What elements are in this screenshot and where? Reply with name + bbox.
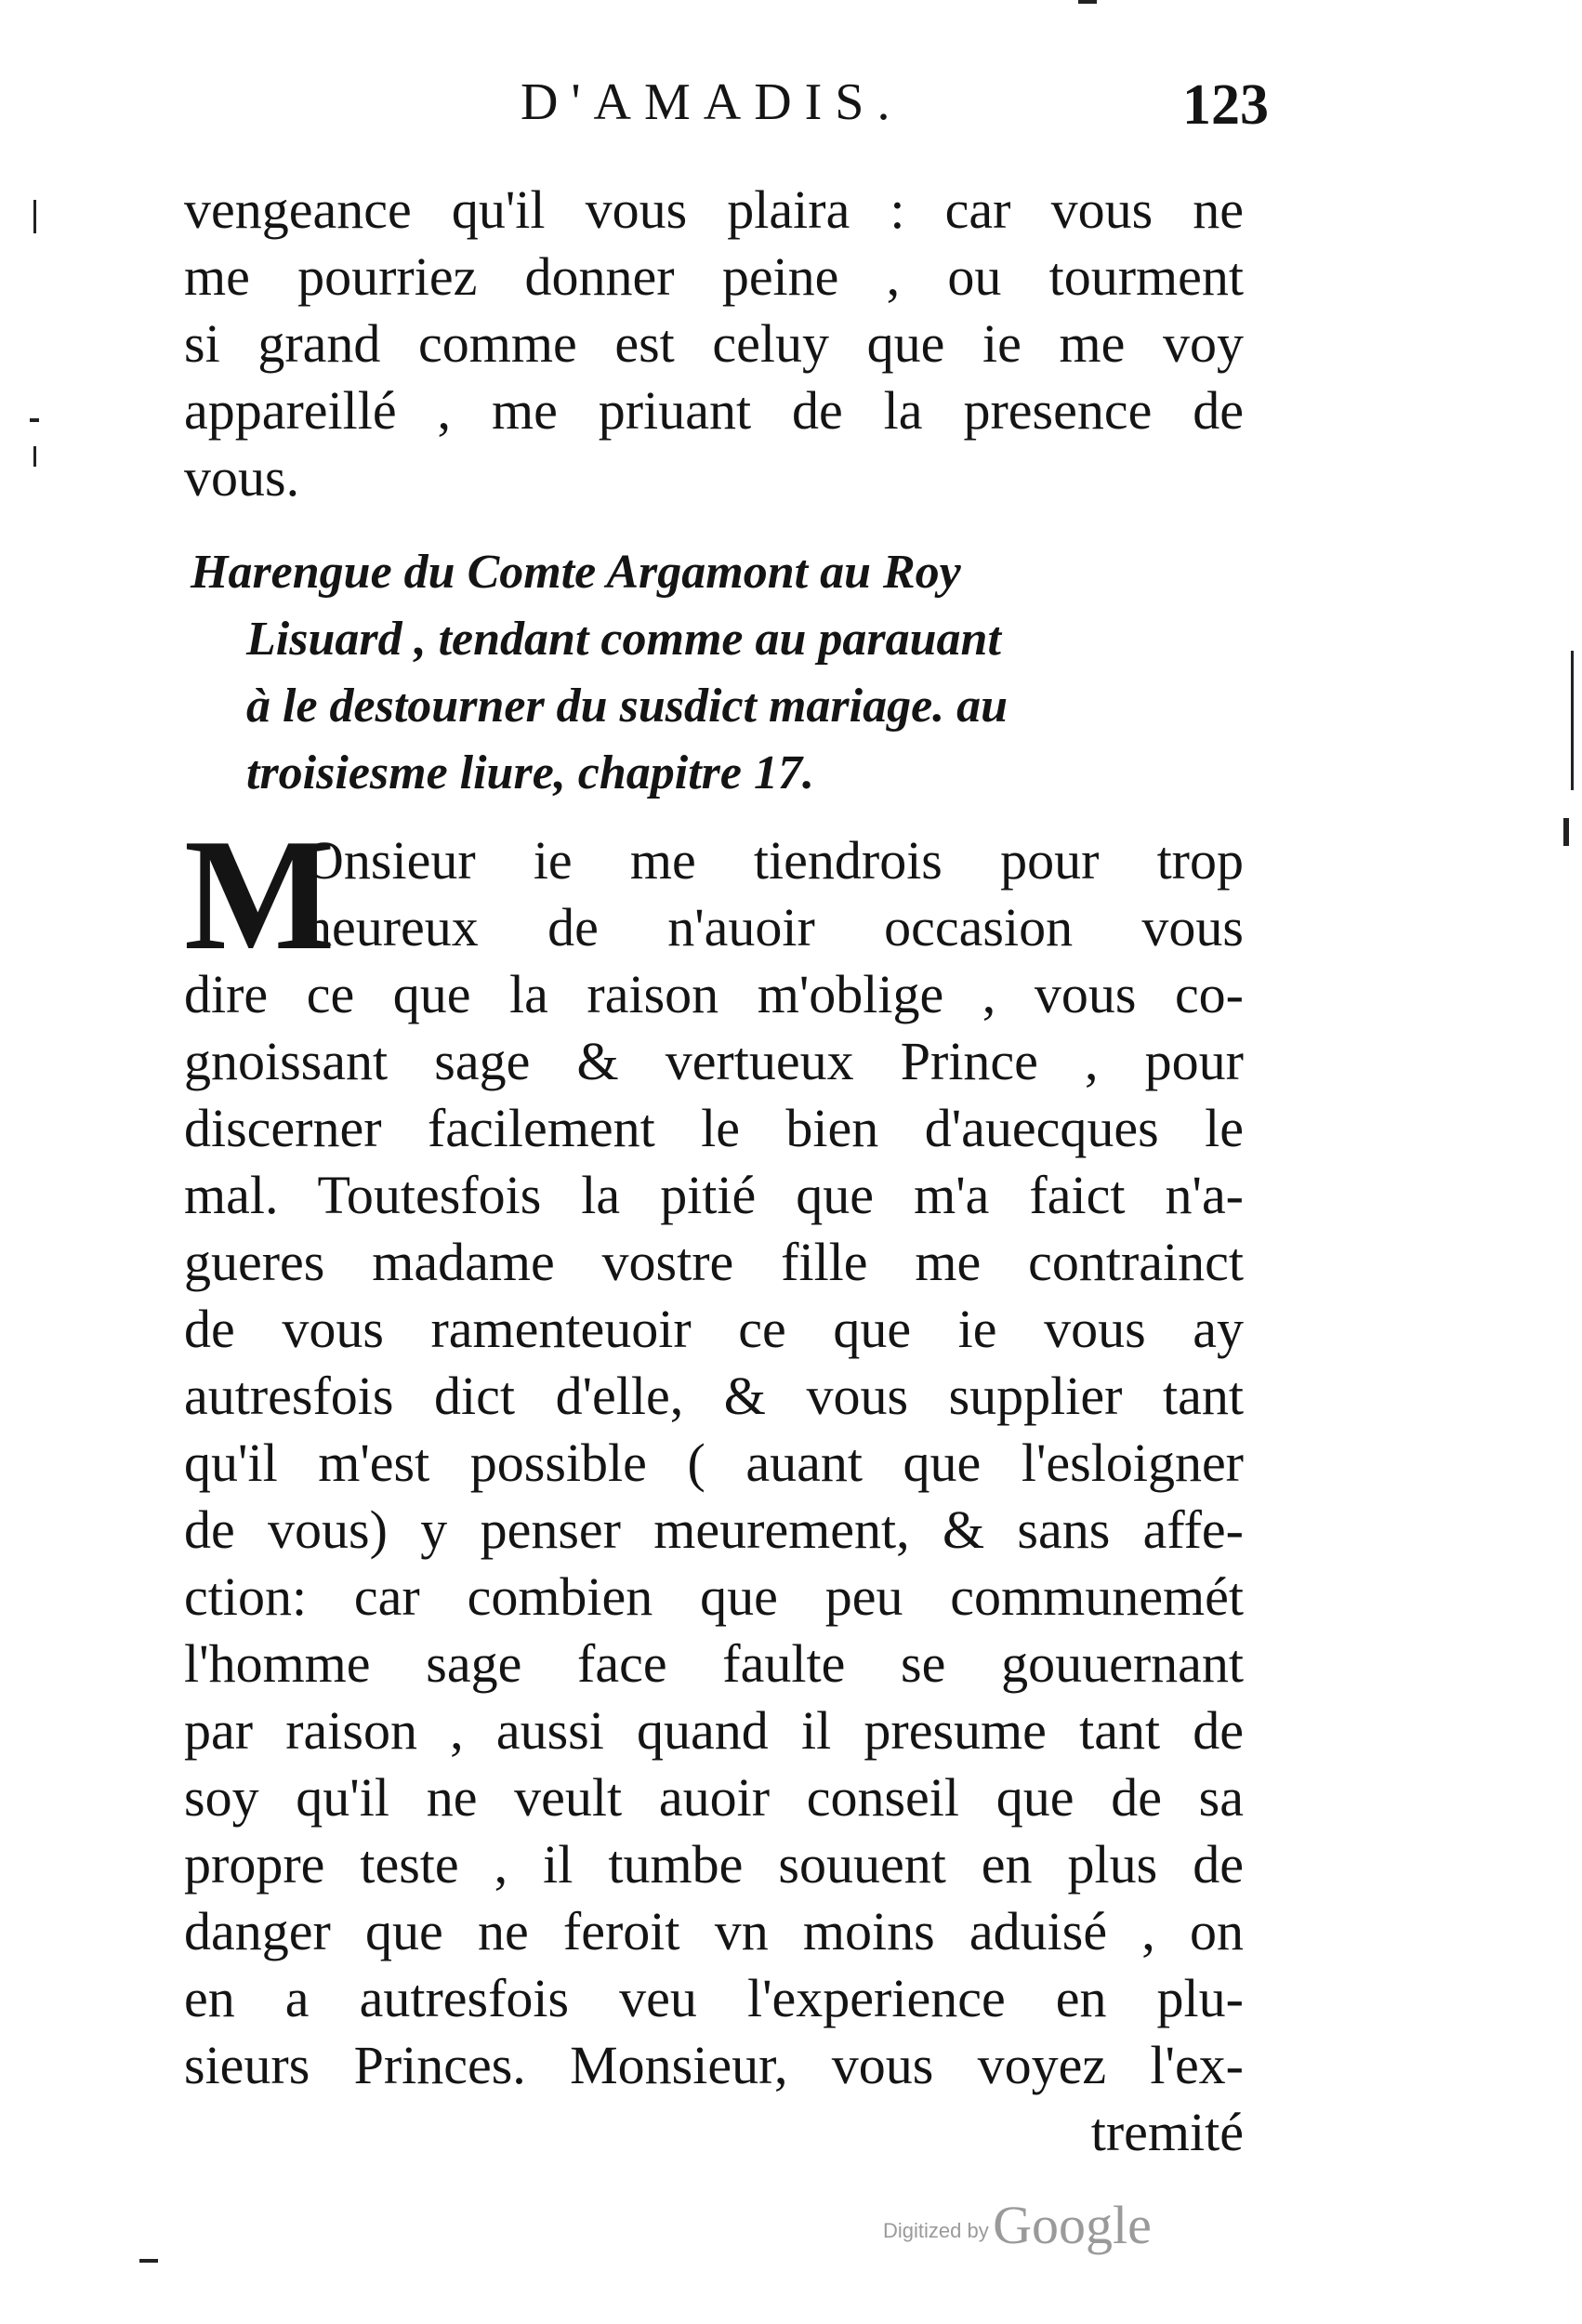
text-line: sieurs Princes. Monsieur, vous voyez l'ex- (184, 2035, 1244, 2095)
drop-cap: M (184, 807, 336, 984)
scan-mark (30, 418, 39, 422)
heading-line: Harengue du Comte Argamont au Roy (191, 546, 961, 599)
text-line: de vous ramenteuoir ce que ie vous ay (184, 1299, 1244, 1359)
text-line: soy qu'il ne veult auoir conseil que de sa (184, 1767, 1244, 1828)
text-line: danger que ne feroit vn moins aduisé , on (184, 1901, 1244, 1961)
running-title: D'AMADIS. (521, 73, 903, 131)
page-number: 123 (1182, 73, 1269, 137)
text-line: propre teste , il tumbe souuent en plus de (184, 1834, 1244, 1895)
text-line: l'homme sage face faulte se gouuernant (184, 1633, 1244, 1694)
digitized-watermark (883, 2194, 1152, 2256)
heading-line: Lisuard , tendant comme au parauant (246, 613, 1001, 666)
chapter-heading (191, 539, 1213, 807)
heading-line: troisiesme liure, chapitre 17. (246, 746, 814, 799)
text-line: appareillé , me priuant de la presence de (184, 380, 1244, 441)
scan-mark (33, 446, 36, 467)
text-line: discerner facilement le bien d'auecques le (184, 1098, 1244, 1158)
heading-line: à le destourner du susdict mariage. au (246, 680, 1009, 733)
text-line: gnoissant sage & vertueux Prince , pour (184, 1031, 1244, 1091)
text-line: ction: car combien que peu communemét (184, 1566, 1244, 1627)
paragraph-1 (184, 177, 1244, 511)
text-line: en a autresfois veu l'experience en plu- (184, 1968, 1244, 2028)
text-line: de vous) y penser meurement, & sans affe- (184, 1499, 1244, 1560)
text-line: dire ce que la raison m'oblige , vous co- (184, 964, 1244, 1024)
text-line: par raison , aussi quand il presume tant de (184, 1700, 1244, 1761)
scan-mark (1078, 0, 1097, 4)
text-line: heureux de n'auoir occasion vous (305, 897, 1244, 957)
text-line: vengeance qu'il vous plaira : car vous ne (184, 179, 1244, 240)
scan-mark (1563, 818, 1569, 846)
text-line: autresfois dict d'elle, & vous supplier tant (184, 1366, 1244, 1426)
text-line: mal. Toutesfois la pitié que m'a faict n'a- (184, 1165, 1244, 1225)
scan-mark (33, 200, 36, 233)
text-line: Onsieur ie me tiendrois pour trop (305, 830, 1244, 891)
paragraph-2 (184, 807, 1244, 2166)
catchword: tremité (1090, 2102, 1244, 2162)
scan-mark (1571, 651, 1574, 790)
text-line: me pourriez donner peine , ou tourment (184, 246, 1244, 307)
text-line: si grand comme est celuy que ie me voy (184, 313, 1244, 374)
watermark-prefix: Digitized by (883, 2219, 989, 2242)
text-line: gueres madame vostre fille me contrainct (184, 1232, 1244, 1292)
text-line: vous. (184, 447, 300, 508)
text-line: qu'il m'est possible ( auant que l'esloigner (184, 1433, 1244, 1493)
watermark-brand: Google (993, 2195, 1152, 2255)
scan-mark (139, 2259, 158, 2263)
